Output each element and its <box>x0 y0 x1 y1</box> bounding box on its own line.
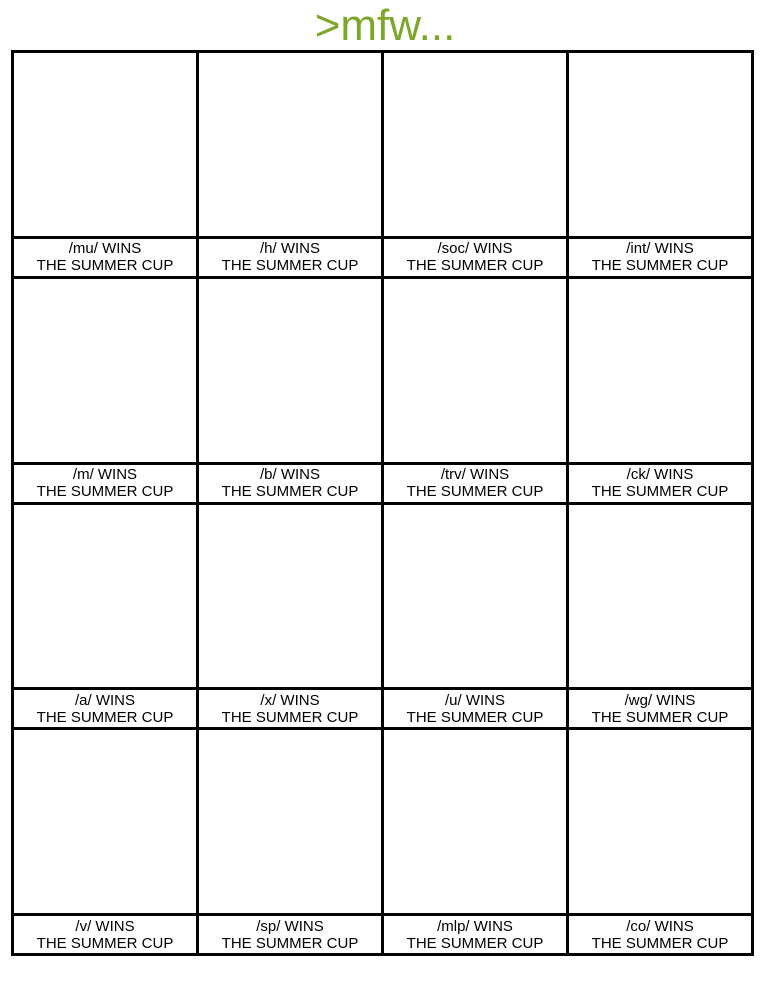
caption-board: /v/ WINS <box>75 917 135 935</box>
cell-caption <box>569 690 751 727</box>
grid-cell <box>569 505 751 728</box>
cell-caption <box>384 465 566 502</box>
cell-caption <box>199 239 381 276</box>
caption-subtitle: THE SUMMER CUP <box>36 708 174 726</box>
caption-subtitle: THE SUMMER CUP <box>406 257 544 275</box>
cell-caption <box>14 465 196 502</box>
grid-cell <box>14 505 196 728</box>
page-title: >mfw... <box>314 1 456 50</box>
image-placeholder <box>14 730 196 916</box>
caption-board: /wg/ WINS <box>624 691 696 709</box>
grid-cell <box>569 279 751 502</box>
image-placeholder <box>199 53 381 239</box>
caption-subtitle: THE SUMMER CUP <box>221 934 359 952</box>
image-placeholder <box>569 730 751 916</box>
cell-caption <box>199 465 381 502</box>
caption-board: /u/ WINS <box>444 691 505 709</box>
cell-caption <box>384 690 566 727</box>
cell-caption <box>384 916 566 953</box>
grid-cell <box>569 53 751 276</box>
grid-cell <box>384 730 566 953</box>
caption-subtitle: THE SUMMER CUP <box>591 708 729 726</box>
grid-cell <box>14 279 196 502</box>
image-placeholder <box>199 505 381 691</box>
grid-cell <box>199 279 381 502</box>
caption-board: /ck/ WINS <box>626 466 694 483</box>
image-placeholder <box>14 505 196 691</box>
image-placeholder <box>569 505 751 691</box>
caption-subtitle: THE SUMMER CUP <box>591 257 729 275</box>
cell-caption <box>569 465 751 502</box>
cell-caption <box>199 690 381 727</box>
image-placeholder <box>384 730 566 916</box>
grid-cell <box>14 730 196 953</box>
caption-board: /co/ WINS <box>626 917 694 935</box>
image-placeholder <box>14 279 196 465</box>
caption-subtitle: THE SUMMER CUP <box>591 483 729 500</box>
caption-subtitle: THE SUMMER CUP <box>221 708 359 726</box>
grid-cell <box>384 53 566 276</box>
caption-board: /sp/ WINS <box>256 917 324 935</box>
cell-caption <box>14 239 196 276</box>
grid-cell <box>199 505 381 728</box>
image-placeholder <box>14 53 196 239</box>
image-placeholder <box>199 730 381 916</box>
grid-cell <box>384 279 566 502</box>
caption-subtitle: THE SUMMER CUP <box>36 934 174 952</box>
caption-board: /soc/ WINS <box>437 240 513 258</box>
caption-board: /m/ WINS <box>72 466 138 483</box>
image-placeholder <box>384 279 566 465</box>
image-placeholder <box>199 279 381 465</box>
cell-caption <box>14 916 196 953</box>
caption-subtitle: THE SUMMER CUP <box>36 257 174 275</box>
caption-subtitle: THE SUMMER CUP <box>221 483 359 500</box>
grid-cell <box>199 53 381 276</box>
caption-board: /int/ WINS <box>626 240 694 258</box>
grid-cell <box>384 505 566 728</box>
grid-cell <box>14 53 196 276</box>
grid-cell <box>569 730 751 953</box>
grid-cell <box>199 730 381 953</box>
caption-subtitle: THE SUMMER CUP <box>591 934 729 952</box>
caption-subtitle: THE SUMMER CUP <box>406 934 544 952</box>
caption-board: /mu/ WINS <box>68 240 142 258</box>
cell-caption <box>199 916 381 953</box>
caption-board: /b/ WINS <box>259 466 320 483</box>
caption-board: /h/ WINS <box>259 240 320 258</box>
caption-subtitle: THE SUMMER CUP <box>221 257 359 275</box>
image-placeholder <box>569 279 751 465</box>
caption-board: /x/ WINS <box>260 691 320 709</box>
caption-subtitle: THE SUMMER CUP <box>406 708 544 726</box>
caption-board: /a/ WINS <box>74 691 135 709</box>
reaction-grid <box>11 50 754 956</box>
image-placeholder <box>384 505 566 691</box>
cell-caption <box>569 916 751 953</box>
caption-subtitle: THE SUMMER CUP <box>406 483 544 500</box>
cell-caption <box>569 239 751 276</box>
cell-caption <box>384 239 566 276</box>
caption-subtitle: THE SUMMER CUP <box>36 483 174 500</box>
image-placeholder <box>569 53 751 239</box>
caption-board: /trv/ WINS <box>440 466 510 483</box>
caption-board: /mlp/ WINS <box>437 917 513 935</box>
cell-caption <box>14 690 196 727</box>
image-placeholder <box>384 53 566 239</box>
